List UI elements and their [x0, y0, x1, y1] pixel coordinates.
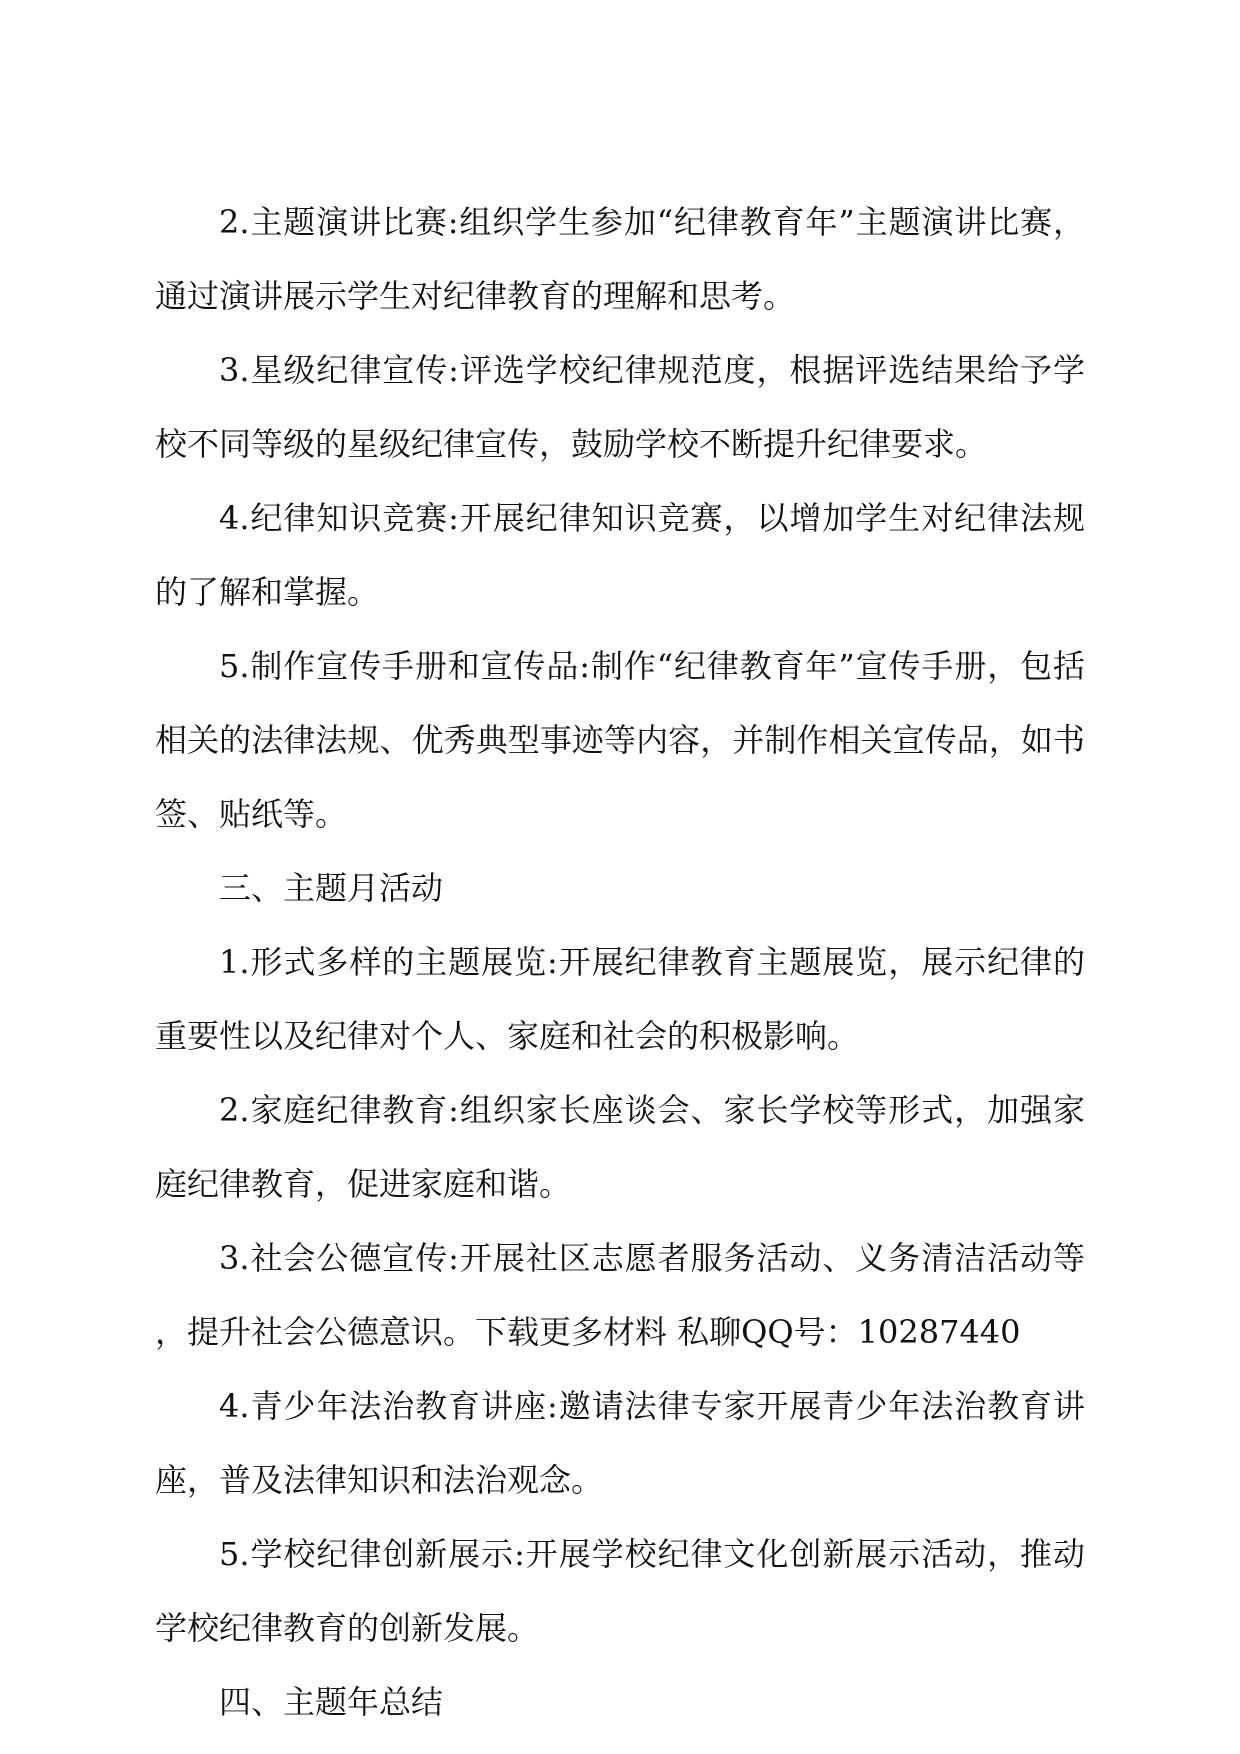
- paragraph-innovation-showcase: 5.学校纪律创新展示:开展学校纪律文化创新展示活动，推动学校纪律教育的创新发展。: [155, 1535, 1085, 1647]
- section-heading-year-summary: 四、主题年总结: [219, 1683, 444, 1721]
- paragraph-family-discipline: 2.家庭纪律教育:组织家长座谈会、家长学校等形式，加强家庭纪律教育，促进家庭和谐。: [155, 1091, 1085, 1203]
- paragraph-knowledge-contest: 4.纪律知识竞赛:开展纪律知识竞赛，以增加学生对纪律法规的了解和掌握。: [155, 499, 1085, 611]
- paragraph-theme-exhibition: 1.形式多样的主题展览:开展纪律教育主题展览，展示纪律的重要性以及纪律对个人、家庭和社会的积极影响。: [155, 943, 1085, 1055]
- paragraph-promotional-materials: 5.制作宣传手册和宣传品:制作“纪律教育年”宣传手册，包括相关的法律法规、优秀典型事迹等内容，并制作相关宣传品，如书签、贴纸等。: [155, 647, 1085, 833]
- paragraph-star-discipline-promotion: 3.星级纪律宣传:评选学校纪律规范度，根据评选结果给予学校不同等级的星级纪律宣传，鼓励学校不断提升纪律要求。: [155, 351, 1085, 463]
- paragraph-speech-contest: 2.主题演讲比赛:组织学生参加“纪律教育年”主题演讲比赛，通过演讲展示学生对纪律教育的理解和思考。: [155, 203, 1085, 315]
- document-body: [155, 185, 1085, 1739]
- paragraph-social-ethics: 3.社会公德宣传:开展社区志愿者服务活动、义务清洁活动等，提升社会公德意识。下载更多材料 私聊QQ号：10287440: [155, 1239, 1085, 1351]
- paragraph-law-lecture: 4.青少年法治教育讲座:邀请法律专家开展青少年法治教育讲座，普及法律知识和法治观念。: [155, 1387, 1085, 1499]
- section-heading-theme-month: 三、主题月活动: [219, 869, 444, 907]
